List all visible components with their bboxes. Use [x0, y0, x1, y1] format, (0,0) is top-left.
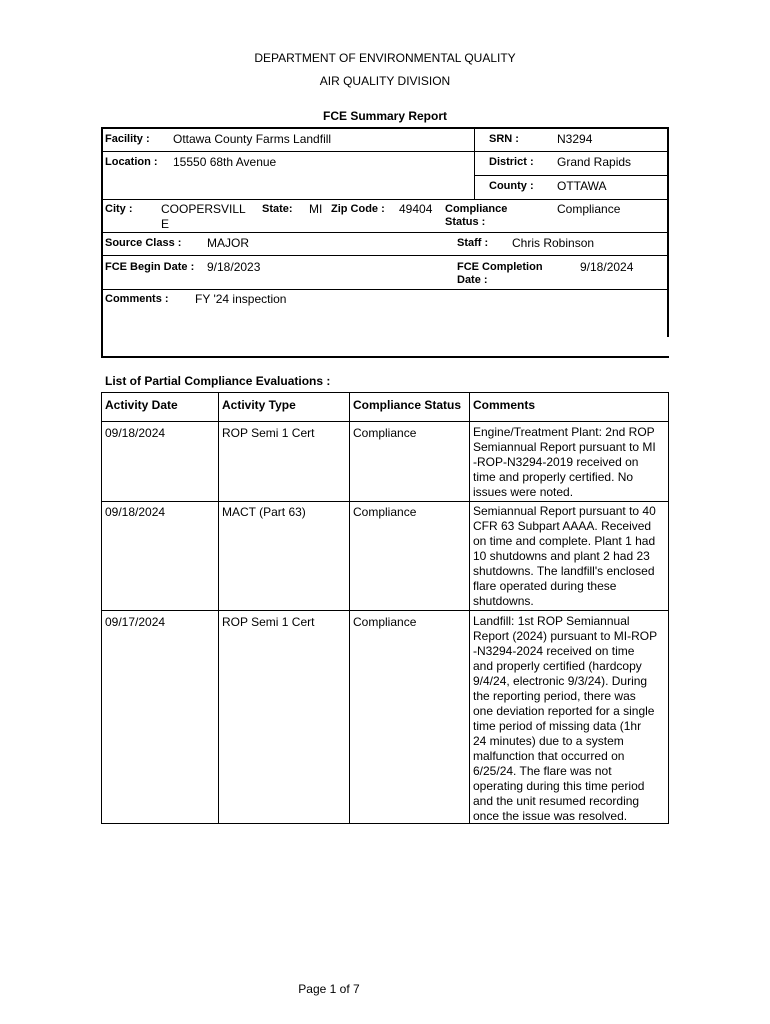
- activity-date: 09/18/2024: [105, 505, 166, 519]
- comment-line: Semiannual Report pursuant to MI: [473, 440, 656, 454]
- comment-line: shutdowns.: [473, 594, 534, 608]
- staff-label: Staff :: [457, 237, 489, 249]
- comment-line: 9/4/24, electronic 9/3/24). During: [473, 674, 648, 688]
- comment-line: and properly certified (hardcopy: [473, 659, 642, 673]
- facility-label: Facility :: [105, 133, 150, 145]
- srn-value: N3294: [557, 132, 593, 146]
- column-header-compliance-status: Compliance Status: [353, 398, 462, 412]
- activity-type: MACT (Part 63): [222, 505, 306, 519]
- location-label: Location :: [105, 156, 158, 168]
- department-title: DEPARTMENT OF ENVIRONMENTAL QUALITY: [254, 51, 516, 65]
- column-header-comments: Comments: [473, 398, 536, 412]
- column-header-activity-type: Activity Type: [222, 398, 296, 412]
- county-label: County :: [489, 180, 534, 192]
- comment-line: Semiannual Report pursuant to 40: [473, 504, 656, 518]
- comment-line: the reporting period, there was: [473, 689, 636, 703]
- city-value-line2: E: [161, 217, 170, 231]
- comment-line: -N3294-2024 received on time: [473, 644, 635, 658]
- compliance-status-label-line2: Status :: [445, 216, 486, 228]
- activity-date: 09/17/2024: [105, 615, 166, 629]
- zip-value: 49404: [399, 202, 433, 216]
- comment-line: time and properly certified. No: [473, 470, 634, 484]
- city-value-line1: COOPERSVILL: [161, 202, 246, 216]
- facility-value: Ottawa County Farms Landfill: [173, 132, 332, 146]
- compliance-status: Compliance: [353, 505, 417, 519]
- fce-completion-label-line1: FCE Completion: [457, 261, 543, 273]
- comment-line: 6/25/24. The flare was not: [473, 764, 612, 778]
- state-label: State:: [262, 203, 293, 215]
- comment-line: time period of missing data (1hr: [473, 719, 642, 733]
- comment-line: flare operated during these: [473, 579, 617, 593]
- comment-line: CFR 63 Subpart AAAA. Received: [473, 519, 652, 533]
- fce-completion-label-line2: Date :: [457, 274, 488, 286]
- fce-begin-value: 9/18/2023: [207, 260, 261, 274]
- comment-line: once the issue was resolved.: [473, 809, 628, 823]
- comment-line: Report (2024) pursuant to MI-ROP: [473, 629, 658, 643]
- comment-line: and the unit resumed recording: [473, 794, 640, 808]
- fce-begin-label: FCE Begin Date :: [105, 261, 195, 273]
- comments-label: Comments :: [105, 293, 169, 305]
- compliance-status: Compliance: [353, 615, 417, 629]
- comment-line: Landfill: 1st ROP Semiannual: [473, 614, 630, 628]
- report-title: FCE Summary Report: [322, 109, 448, 123]
- staff-value: Chris Robinson: [512, 236, 595, 250]
- activity-type: ROP Semi 1 Cert: [222, 615, 315, 629]
- location-value: 15550 68th Avenue: [173, 155, 277, 169]
- state-value: MI: [309, 202, 323, 216]
- activity-type: ROP Semi 1 Cert: [222, 426, 315, 440]
- comment-line: on time and complete. Plant 1 had: [473, 534, 656, 548]
- county-value: OTTAWA: [557, 179, 607, 193]
- comment-line: issues were noted.: [473, 485, 574, 499]
- comment-text: [473, 504, 669, 609]
- comment-line: malfunction that occurred on: [473, 749, 625, 763]
- comment-line: -ROP-N3294-2019 received on: [473, 455, 639, 469]
- comment-line: operating during this time period: [473, 779, 645, 793]
- compliance-status-label-line1: Compliance: [445, 203, 508, 215]
- srn-label: SRN :: [489, 133, 519, 145]
- source-class-value: MAJOR: [207, 236, 249, 250]
- page-number: Page 1 of 7: [298, 982, 360, 996]
- district-label: District :: [489, 156, 534, 168]
- activity-date: 09/18/2024: [105, 426, 166, 440]
- column-header-activity-date: Activity Date: [105, 398, 178, 412]
- division-title: AIR QUALITY DIVISION: [319, 74, 451, 88]
- source-class-label: Source Class :: [105, 237, 182, 249]
- comment-line: 24 minutes) due to a system: [473, 734, 624, 748]
- comment-line: one deviation reported for a single: [473, 704, 655, 718]
- comment-text: [473, 614, 669, 824]
- comment-line: shutdowns. The landfill's enclosed: [473, 564, 655, 578]
- compliance-status-value: Compliance: [557, 202, 621, 216]
- comment-line: Engine/Treatment Plant: 2nd ROP: [473, 425, 655, 439]
- city-label: City :: [105, 203, 133, 215]
- zip-label: Zip Code :: [331, 203, 385, 215]
- district-value: Grand Rapids: [557, 155, 632, 169]
- pce-section-title: List of Partial Compliance Evaluations :: [105, 374, 331, 388]
- comment-text: [473, 425, 669, 500]
- comment-line: 10 shutdowns and plant 2 had 23: [473, 549, 650, 563]
- comments-value: FY '24 inspection: [195, 292, 287, 306]
- fce-completion-value: 9/18/2024: [580, 260, 634, 274]
- compliance-status: Compliance: [353, 426, 417, 440]
